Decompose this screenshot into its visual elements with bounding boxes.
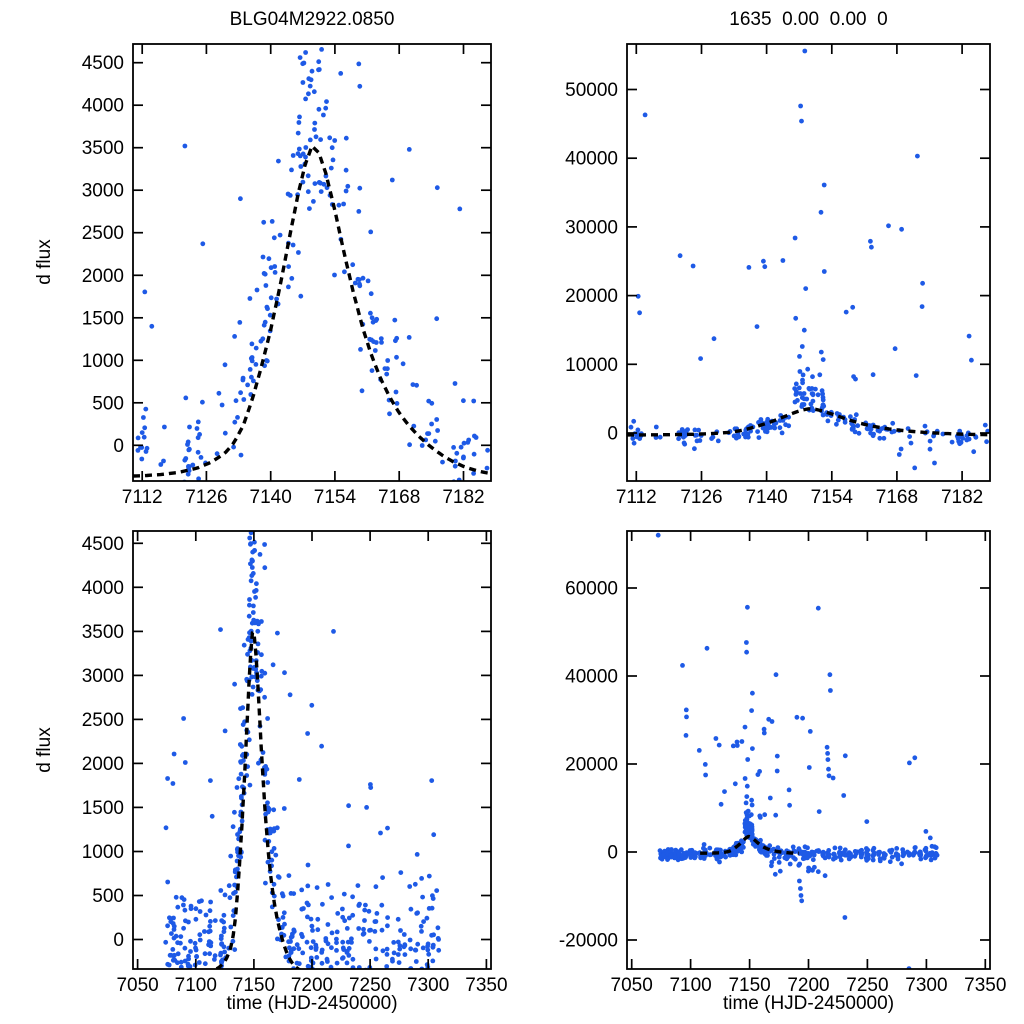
scatter-points <box>136 0 497 484</box>
y-tick-label: 4000 <box>81 577 124 599</box>
x-tick-label: 7140 <box>249 487 292 508</box>
x-tick-label: 7182 <box>442 487 485 508</box>
y-axis-label-bottom: d flux <box>34 727 55 773</box>
x-tick-label: 7350 <box>964 975 1007 996</box>
y-tick-label: 4000 <box>81 95 124 117</box>
x-tick-label: 7126 <box>680 487 723 508</box>
y-tick-label: 2000 <box>81 753 124 775</box>
x-tick-label: 7168 <box>875 487 919 508</box>
scatter-points <box>656 533 940 971</box>
panel-top-right-title: 1635 0.00 0.00 0 <box>729 9 888 30</box>
panel-top-right <box>565 44 996 508</box>
y-tick-label: 3000 <box>81 665 124 687</box>
y-tick-label: 10000 <box>565 354 618 376</box>
x-tick-label: 7112 <box>615 487 657 508</box>
tick-labels <box>559 579 1007 997</box>
y-tick-label: 3500 <box>81 621 124 643</box>
y-tick-label: 4500 <box>81 533 124 555</box>
x-tick-label: 7300 <box>905 975 948 996</box>
axis-frame <box>627 44 990 481</box>
axis-frame <box>133 531 491 969</box>
y-tick-label: 3000 <box>81 180 124 202</box>
y-tick-label: 0 <box>113 930 124 951</box>
y-tick-label: -20000 <box>558 930 618 952</box>
y-tick-label: 1500 <box>81 308 124 330</box>
y-tick-label: 2500 <box>81 709 124 731</box>
y-tick-label: 20000 <box>565 754 618 776</box>
x-tick-label: 7250 <box>348 975 392 996</box>
y-tick-label: 500 <box>92 886 124 907</box>
x-tick-label: 7100 <box>669 975 712 996</box>
panel-bottom-right <box>559 531 1007 996</box>
y-tick-label: 0 <box>607 842 618 864</box>
x-tick-label: 7126 <box>185 487 228 508</box>
y-tick-label: 60000 <box>565 578 618 600</box>
x-tick-label: 7250 <box>846 975 889 996</box>
y-tick-label: 0 <box>607 423 618 445</box>
x-tick-label: 7350 <box>465 975 508 996</box>
x-tick-label: 7112 <box>121 487 163 508</box>
x-tick-label: 7200 <box>290 975 334 996</box>
x-tick-label: 7182 <box>940 487 984 508</box>
scatter-points <box>621 49 997 471</box>
y-axis-label-top: d flux <box>34 239 55 285</box>
x-tick-label: 7050 <box>116 975 159 996</box>
x-axis-label-left: time (HJD-2450000) <box>226 993 398 1014</box>
y-tick-label: 40000 <box>565 148 618 170</box>
axis-frame <box>627 531 990 969</box>
panel-top-left-title: BLG04M2922.0850 <box>229 9 395 30</box>
y-tick-label: 2000 <box>81 265 124 287</box>
y-tick-label: 30000 <box>565 217 618 239</box>
y-tick-label: 0 <box>113 435 124 457</box>
y-tick-label: 20000 <box>565 286 618 308</box>
model-curve <box>133 146 491 476</box>
y-tick-label: 1500 <box>81 797 124 819</box>
y-tick-label: 50000 <box>565 80 618 101</box>
panel-bottom-left <box>82 446 508 996</box>
tick-labels <box>82 534 508 996</box>
y-tick-label: 40000 <box>565 666 618 688</box>
y-tick-label: 3500 <box>81 138 124 160</box>
scatter-points <box>163 446 441 995</box>
axis-frame <box>133 44 491 481</box>
x-tick-label: 7154 <box>810 487 853 508</box>
x-tick-label: 7154 <box>313 487 357 508</box>
x-tick-label: 7300 <box>407 975 450 996</box>
y-tick-label: 2500 <box>81 223 124 245</box>
y-tick-label: 4500 <box>81 53 124 75</box>
panel-top-left <box>82 0 497 508</box>
x-tick-label: 7200 <box>787 975 830 996</box>
x-tick-label: 7168 <box>378 487 421 508</box>
x-tick-label: 7050 <box>610 975 653 996</box>
y-tick-label: 1000 <box>81 842 124 863</box>
x-axis-label-right: time (HJD-2450000) <box>722 993 895 1014</box>
x-tick-label: 7150 <box>232 975 276 996</box>
x-tick-label: 7150 <box>728 975 771 996</box>
x-tick-label: 7140 <box>745 487 788 508</box>
y-tick-label: 500 <box>92 393 124 415</box>
x-tick-label: 7100 <box>174 975 217 996</box>
y-tick-label: 1000 <box>81 350 124 372</box>
